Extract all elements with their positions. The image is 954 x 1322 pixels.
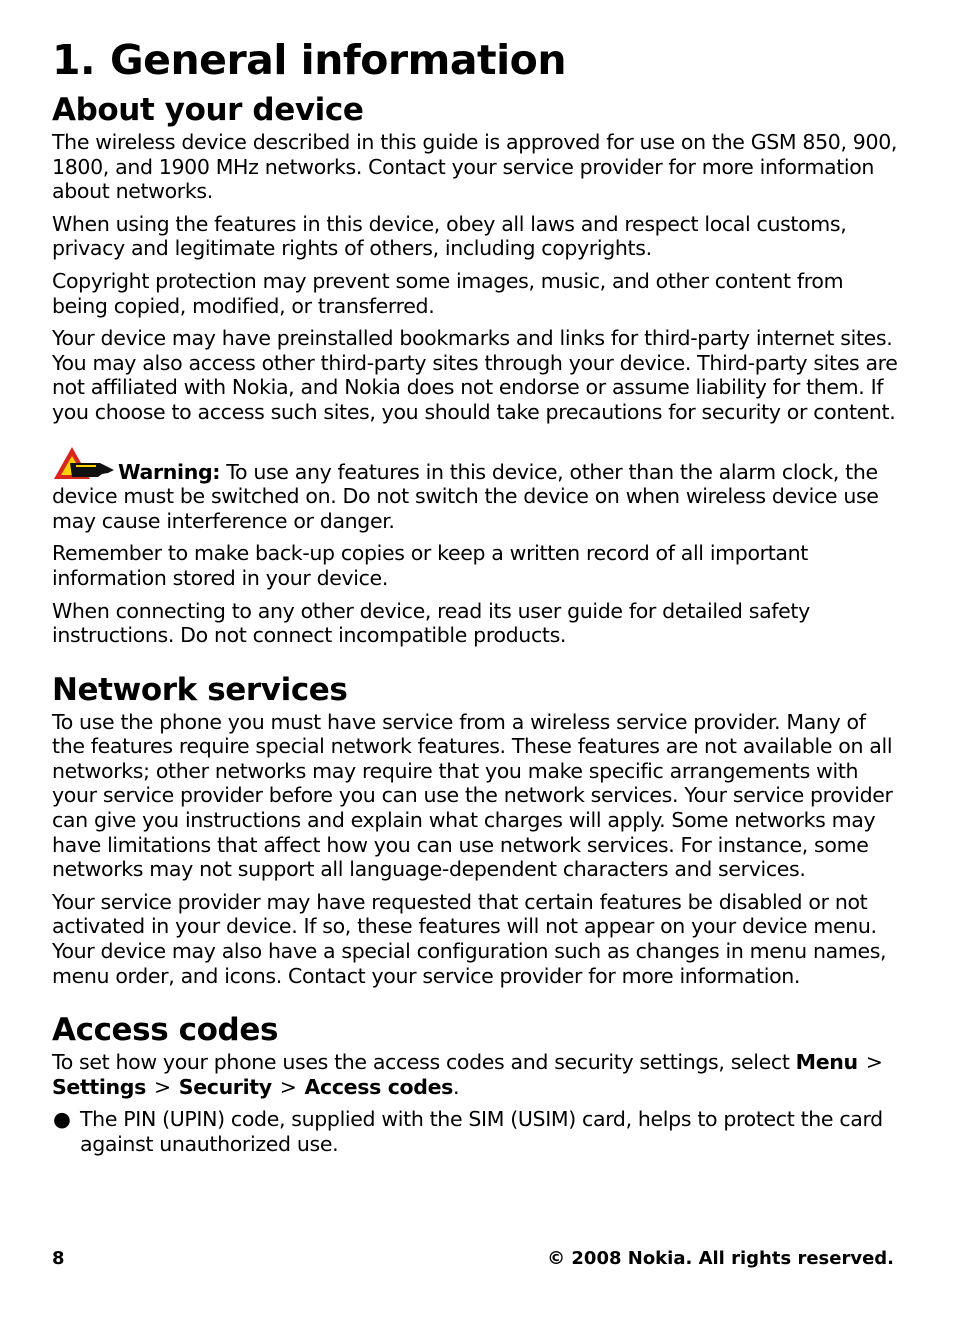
section-network-services bbox=[52, 670, 900, 989]
access-intro-end: . bbox=[452, 1074, 460, 1099]
paragraph: To use the phone you must have service from a wireless service provider. Many of the features require special network features. These features are not available on all networks; other networks may require that you make specific arrangements with your service provider before you can use the network services. Your service provider can give you instructions and explain what charges will apply. Some networks may have limitations that affect how you can use network services. For instance, some networks may not support all language-dependent characters and services. bbox=[52, 709, 893, 882]
menu-path-item: Settings bbox=[52, 1074, 146, 1099]
menu-path-item: Access codes bbox=[304, 1074, 453, 1099]
paragraph: When using the features in this device, obey all laws and respect local customs, privacy and legitimate rights of others, including copyrights. bbox=[52, 211, 847, 261]
access-intro-text: To set how your phone uses the access codes and security settings, select bbox=[52, 1050, 796, 1075]
paragraph: Copyright protection may prevent some images, music, and other content from being copied, modified, or transferred. bbox=[52, 268, 844, 318]
chapter-title bbox=[52, 36, 900, 84]
section-about-your-device bbox=[52, 90, 900, 648]
paragraph: When connecting to any other device, read its user guide for detailed safety instructions. Do not connect incompatible products. bbox=[52, 598, 810, 648]
menu-path-item: Menu bbox=[795, 1050, 858, 1075]
path-separator: > bbox=[153, 1074, 171, 1099]
chapter-number: 1. bbox=[52, 36, 96, 84]
paragraph: Your service provider may have requested that certain features be disabled or not activated in your device. If so, these features will not appear on your device menu. Your device may also have a special configuration such as changes in menu names, menu order, and icons. Contact your service provider for more information. bbox=[52, 889, 887, 988]
copyright-notice: © 2008 Nokia. All rights reserved. bbox=[547, 1248, 894, 1269]
section-heading-network: Network services bbox=[52, 671, 348, 708]
warning-label: Warning: bbox=[118, 459, 221, 484]
paragraph: Your device may have preinstalled bookmarks and links for third-party internet sites. You may also access other third-party sites through your device. Third-party sites are not affiliated with Nokia, and Nokia does not endorse or assume liability for them. If you choose to access such sites, you should take precautions for security or content. bbox=[52, 326, 898, 424]
section-heading-access: Access codes bbox=[52, 1012, 279, 1049]
access-codes-list bbox=[52, 1107, 900, 1156]
paragraph: The wireless device described in this guide is approved for use on the GSM 850, 900, 1800, and 1900 MHz networks. Contact your service provider for more information about networks. bbox=[52, 130, 898, 204]
warning-hand-icon bbox=[52, 443, 116, 483]
list-item-text: The PIN (UPIN) code, supplied with the SIM (USIM) card, helps to protect the card against unauthorized use. bbox=[80, 1107, 883, 1156]
path-separator: > bbox=[279, 1074, 297, 1099]
page-footer bbox=[52, 1248, 894, 1269]
section-heading-about: About your device bbox=[52, 92, 364, 128]
chapter-title-text: General information bbox=[110, 36, 567, 84]
warning-paragraph bbox=[52, 443, 900, 534]
page-content bbox=[52, 36, 900, 1157]
bullet-icon: ● bbox=[53, 1107, 71, 1132]
access-intro-paragraph bbox=[52, 1050, 900, 1099]
path-separator: > bbox=[865, 1050, 883, 1075]
page-number: 8 bbox=[52, 1248, 65, 1269]
list-item bbox=[52, 1107, 900, 1156]
warning-text: To use any features in this device, other than the alarm clock, the device must be switched on. Do not switch the device on when wireless device use may cause interference or danger. bbox=[52, 459, 879, 533]
paragraph: Remember to make back-up copies or keep a written record of all important information stored in your device. bbox=[52, 541, 808, 590]
section-access-codes bbox=[52, 1010, 900, 1156]
menu-path-item: Security bbox=[178, 1074, 272, 1099]
